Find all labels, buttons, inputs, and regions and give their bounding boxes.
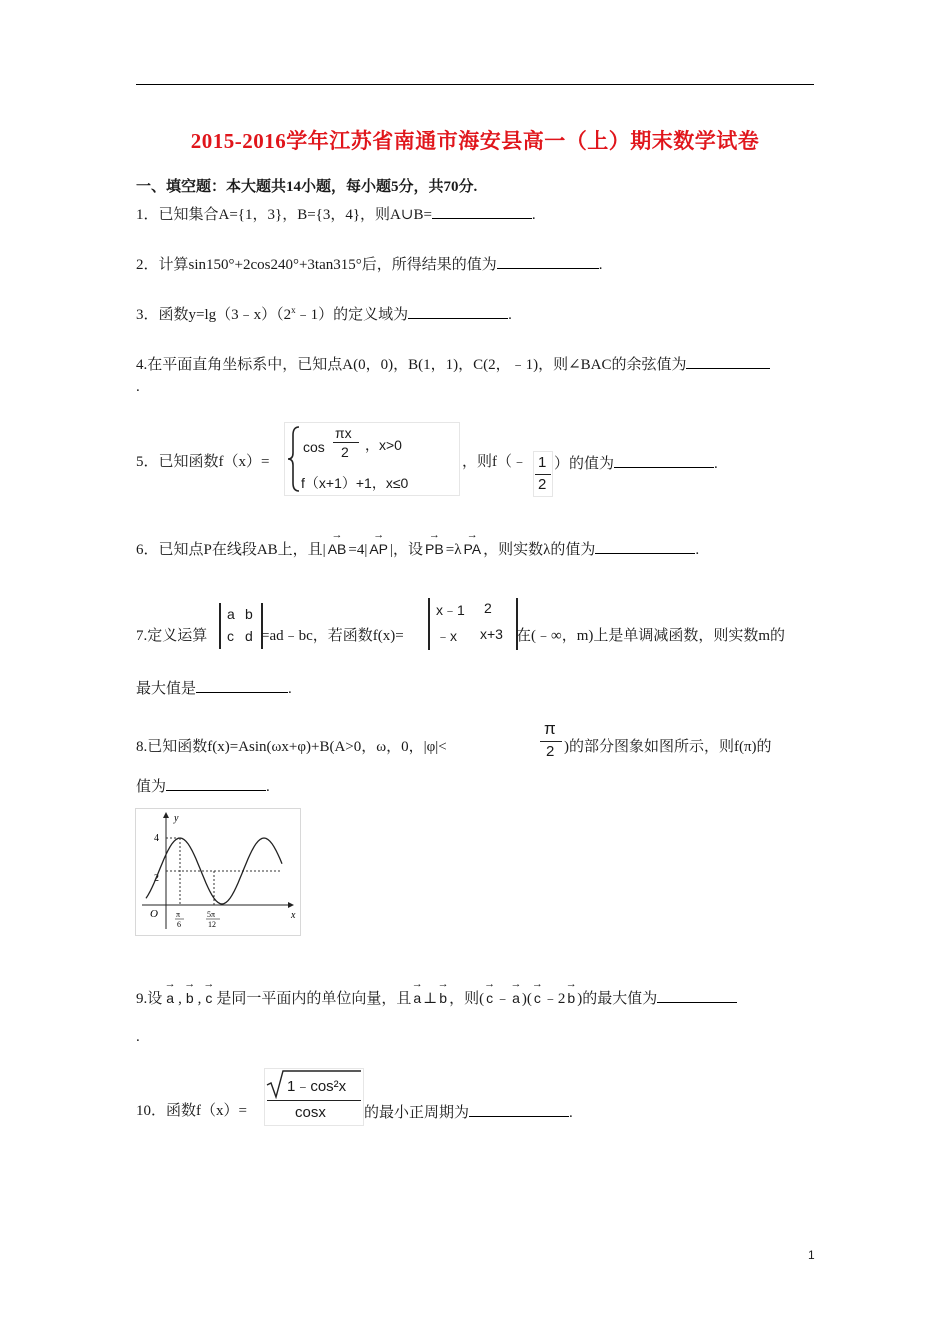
det2-b: 2 (484, 600, 492, 616)
sine-graph (136, 809, 300, 935)
answer-blank-6[interactable] (595, 539, 695, 554)
question-10-period: . (569, 1105, 573, 1121)
minus-1: ﹣ (495, 991, 511, 1007)
question-6-end: . (695, 542, 700, 558)
question-9-mid2: ，则( (449, 991, 485, 1007)
question-3-text: 3．函数y=lg（3﹣x）（2 (136, 307, 292, 323)
answer-blank-3[interactable] (408, 304, 508, 319)
question-5-period: . (714, 456, 718, 472)
y-tick-4: 4 (154, 833, 159, 844)
det2-d: x+3 (480, 626, 503, 642)
question-9-mid3: )( (521, 991, 532, 1007)
vector-b-2: → b (439, 990, 447, 1007)
y-axis-label: y (174, 813, 179, 824)
question-9: 9.设→ a ,→ b ,→ c 是同一平面内的单位向量，且→ a ⊥→ b ，则(→ c ﹣→ a )(→ c ﹣2→ b )的最大值为 (136, 988, 737, 1008)
det-c: c (227, 628, 234, 644)
answer-blank-1[interactable] (432, 204, 532, 219)
question-7-text-end: 在(﹣∞，m)上是单调减函数，则实数m的 (516, 628, 786, 644)
question-8-line2-text: 值为 (136, 779, 167, 795)
minus-2: ﹣2 (542, 991, 566, 1007)
question-7-prefix: 7.定义运算 (136, 628, 208, 644)
det-a: a (227, 606, 235, 622)
fraction-num: 1 (538, 454, 547, 471)
question-8-end: . (266, 779, 270, 795)
vector-pa: → PA (463, 541, 481, 558)
x-tick-pi6-den: 6 (177, 920, 181, 929)
question-3-exponent: x (291, 305, 296, 315)
question-8-prefix: 8.已知函数f(x)=Asin(ωx+φ)+B(A>0，ω，0，|φ|< (136, 739, 447, 755)
header-rule (136, 84, 814, 85)
question-9-text: 9.设 (136, 991, 163, 1007)
determinant-abcd (219, 603, 263, 649)
question-5-text-end: ）的值为 (554, 456, 615, 472)
case2-expression: f（x+1）+1，x≤0 (301, 475, 409, 491)
question-1 (136, 204, 536, 224)
x-tick-5pi12-num: 5π (207, 910, 216, 919)
x-tick-5pi12-den: 12 (208, 920, 216, 929)
sine-graph-figure (135, 808, 301, 936)
vector-b-3: → b (567, 990, 575, 1007)
answer-blank-7[interactable] (196, 678, 288, 693)
answer-blank-9[interactable] (657, 988, 737, 1003)
piecewise-function-image (284, 422, 460, 496)
vector-ab: → AB (328, 541, 347, 558)
question-5-prefix: 5．已知函数f（x）= (136, 454, 270, 470)
vector-c: → c (205, 990, 212, 1007)
determinant-function (428, 598, 518, 650)
question-6-mid2: |，设 (390, 542, 424, 558)
question-7-line2-text: 最大值是 (136, 681, 197, 697)
question-9-mid1: 是同一平面内的单位向量，且 (216, 991, 412, 1007)
sqrt-numerator: 1﹣cos²x (287, 1078, 347, 1095)
denominator-cosx: cosx (295, 1104, 326, 1121)
question-7-end: . (288, 681, 292, 697)
vector-a-3: → a (512, 990, 520, 1007)
question-8-line2 (136, 776, 270, 796)
question-3-end: . (508, 307, 512, 323)
question-9-text-end: )的最大值为 (577, 991, 658, 1007)
case1-func: cos (303, 439, 325, 455)
x-axis-label: x (291, 910, 296, 921)
det2-c: ﹣x (436, 628, 457, 644)
vector-b: → b (186, 990, 194, 1007)
det-d: d (245, 628, 253, 644)
question-1-text: 1．已知集合A={1，3}，B={3，4}，则A∪B= (136, 207, 432, 223)
fraction-sqrt-image (264, 1068, 364, 1126)
question-6-text: 6．已知点P在线段AB上，且| (136, 542, 326, 558)
question-2-end: . (598, 257, 603, 273)
answer-blank-2[interactable] (497, 254, 599, 269)
question-4-text: 4.在平面直角坐标系中，已知点A(0，0)，B(1，1)，C(2，﹣1)，则∠BAC的余弦值为 (136, 357, 687, 373)
x-tick-pi6-num: π (176, 910, 181, 919)
question-2 (136, 254, 603, 274)
question-7-line2 (136, 678, 292, 698)
vector-a: → a (166, 990, 174, 1007)
question-7-mid: =ad﹣bc，若函数f(x)= (261, 628, 404, 644)
question-4-end: . (136, 379, 140, 395)
question-6-text-end: ，则实数λ的值为 (483, 542, 596, 558)
det2-a: x﹣1 (436, 602, 465, 618)
answer-blank-5[interactable] (614, 453, 714, 468)
page-title: 2015-2016学年江苏省南通市海安县高一（上）期末数学试卷 (190, 129, 760, 153)
question-3 (136, 304, 512, 324)
case1-fraction-den: 2 (341, 444, 349, 460)
det-b: b (245, 606, 253, 622)
vector-c-2: → c (486, 990, 493, 1007)
vector-pb: → PB (425, 541, 444, 558)
question-8-text-end: )的部分图象如图所示，则f(π)的 (564, 739, 772, 755)
question-3-text-end: ﹣1）的定义域为 (295, 307, 409, 323)
question-6-mid1: =4| (348, 542, 368, 558)
question-5-end (554, 453, 718, 473)
question-10-text-end: 的最小正周期为 (364, 1105, 470, 1121)
fraction-pi-den: 2 (546, 743, 555, 760)
origin-label: O (150, 908, 158, 920)
fraction-half-image (533, 451, 553, 497)
section-heading: 一、填空题：本大题共14小题，每小题5分，共70分. (136, 179, 478, 195)
answer-blank-8[interactable] (166, 776, 266, 791)
case1-condition: ，x>0 (365, 437, 402, 453)
vector-c-3: → c (534, 990, 541, 1007)
case1-fraction-num: πx (335, 425, 352, 441)
question-6 (136, 539, 699, 559)
vector-ap: → AP (369, 541, 388, 558)
question-9-end: . (136, 1029, 140, 1045)
y-tick-2: 2 (154, 873, 159, 884)
answer-blank-4[interactable] (686, 354, 770, 369)
fraction-den: 2 (538, 476, 547, 493)
vector-a-2: → a (413, 990, 421, 1007)
page-number: 1 (808, 1248, 815, 1262)
fraction-pi-over-2 (540, 719, 562, 765)
question-10-end (364, 1102, 573, 1122)
fraction-pi-num: π (544, 719, 556, 738)
perp-symbol: ⊥ (423, 991, 438, 1007)
question-4 (136, 354, 770, 374)
question-6-mid3: =λ (445, 542, 462, 558)
answer-blank-10[interactable] (469, 1102, 569, 1117)
question-5-mid: ，则f（﹣ (462, 454, 527, 470)
question-1-end: . (531, 207, 536, 223)
question-2-text: 2．计算sin150°+2cos240°+3tan315°后，所得结果的值为 (136, 257, 497, 273)
question-10-prefix: 10．函数f（x）= (136, 1103, 247, 1119)
